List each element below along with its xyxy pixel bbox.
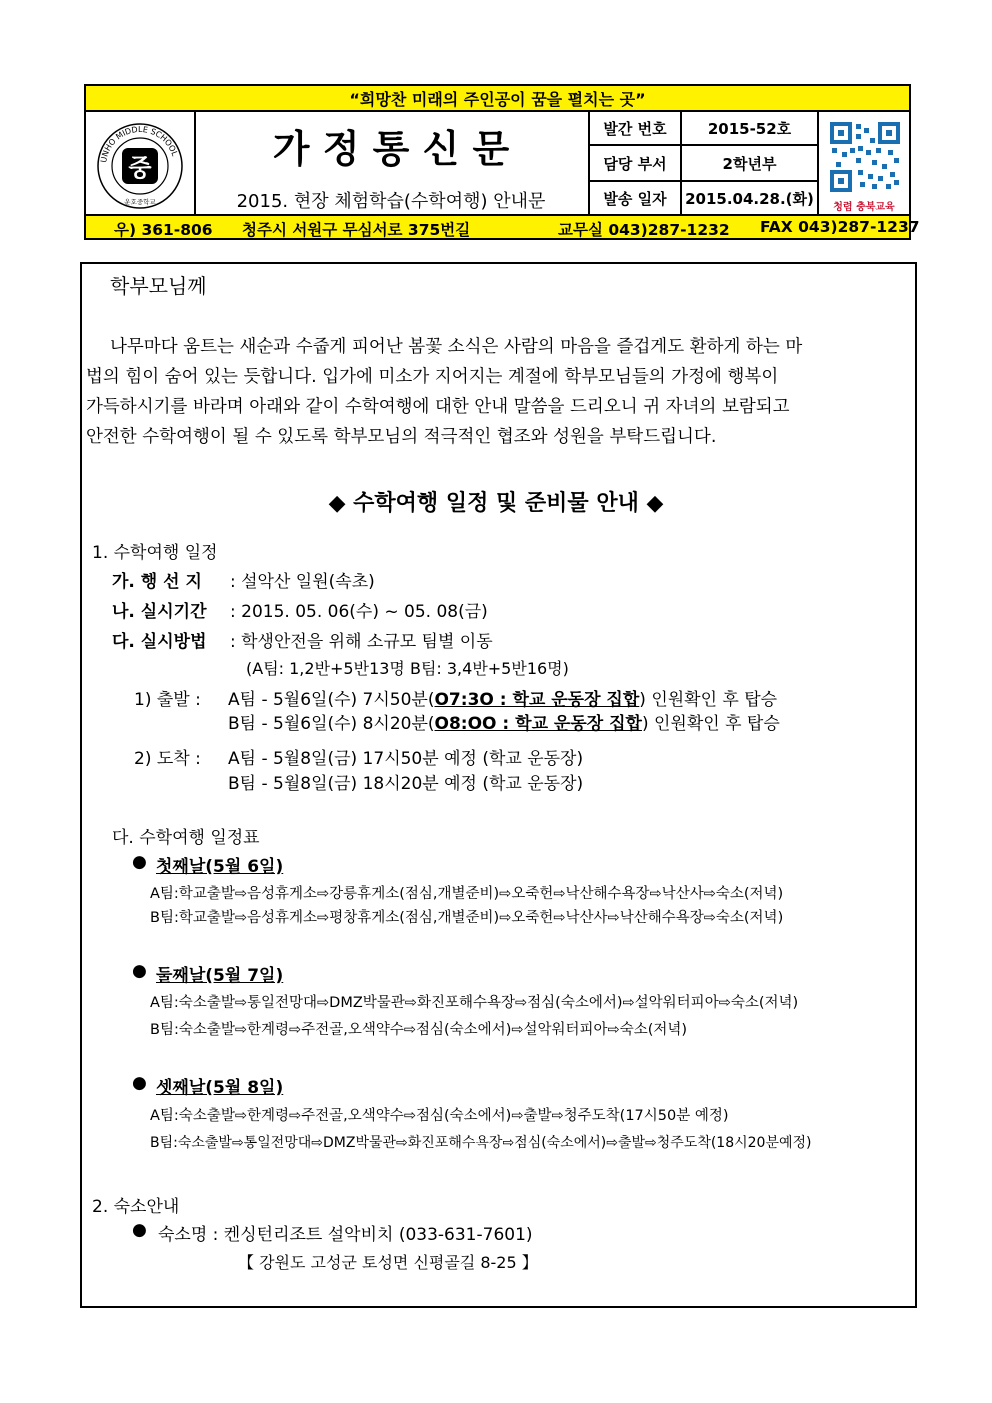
intro-line-1: 나무마다 움트는 새순과 수줍게 피어난 봄꽃 소식은 사람의 마음을 즐겁게도 환하게 하는 마 [110,337,803,357]
destination-label: 가. 행 선 지 [112,572,202,592]
departure-team-a-note: ) 인원확인 후 탑승 [639,690,778,710]
arrival-team-a: A팀 - 5월8일(금) 17시50분 예정 (학교 운동장) [228,749,584,769]
day3-team-b: B팀:숙소출발⇨통일전망대⇨DMZ박물관⇨화진포해수욕장⇨점심(숙소에서)⇨출발⇨청주도착(18시20분예정) [150,1135,812,1151]
arrival-team-b: B팀 - 5월8일(금) 18시20분 예정 (학교 운동장) [228,774,584,794]
day2-team-a: A팀:숙소출발⇨통일전망대⇨DMZ박물관⇨화진포해수욕장⇨점심(숙소에서)⇨설악워터피아⇨숙소(저녁) [150,995,799,1011]
newsletter-title: 가 정 통 신 문 [272,125,510,171]
svg-text:UNHO MIDDLE SCHOOL: UNHO MIDDLE SCHOOL [99,124,180,164]
greeting: 학부모님께 [110,274,207,298]
lodging-name: 숙소명 : 켄싱턴리조트 설악비치 (033-631-7601) [158,1225,533,1245]
svg-text:중: 중 [128,154,152,182]
method-value: : 학생안전을 위해 소규모 팀별 이동 [230,632,493,652]
newsletter-header [84,84,920,240]
day2-bullet: ● [132,961,147,981]
intro-line-4: 안전한 수학여행이 될 수 있도록 학부모님의 적극적인 협조와 성원을 부탁드립니다. [86,427,717,447]
qr-code-icon [828,120,902,194]
team-composition: (A팀: 1,2반+5반13명 B팀: 3,4반+5반16명) [246,659,569,678]
departure-label: 1) 출발 : [134,690,201,710]
itinerary-heading: 다. 수학여행 일정표 [112,828,260,848]
period-label: 나. 실시기간 [112,602,207,622]
departure-team-a [228,685,777,710]
departure-team-b-note: ) 인원확인 후 탑승 [641,714,780,734]
motto-text: “희망찬 미래의 주인공이 꿈을 펼치는 곳” [349,89,646,109]
newsletter-subtitle: 2015. 현장 체험학습(수학여행) 안내문 [236,191,546,212]
school-logo-icon [92,118,188,210]
method-label: 다. 실시방법 [112,632,207,652]
arrival-label: 2) 도착 : [134,749,201,769]
meta-value-department: 2학년부 [722,154,777,173]
address-street: 청주시 서원구 무심서로 375번길 [242,221,471,239]
address-fax: FAX 043)287-1237 [760,218,920,236]
intro-line-2: 법의 힘이 숨어 있는 듯합니다. 입가에 미소가 지어지는 계절에 학부모님들의 가정에 행복이 [86,367,779,387]
day3-team-a: A팀:숙소출발⇨한계령⇨주전골,오색약수⇨점심(숙소에서)⇨출발⇨청주도착(17시50분 예정) [150,1108,729,1124]
meta-label-issue-number: 발간 번호 [603,119,667,138]
day1-team-b: B팀:학교출발⇨음성휴게소⇨평창휴게소(점심,개별준비)⇨오죽헌⇨낙산사⇨낙산해수욕장⇨숙소(저녁) [150,910,784,926]
departure-team-a-time: A팀 - 5월6일(수) 7시50분( [228,690,435,710]
departure-team-b [228,709,780,734]
schedule-heading: 1. 수학여행 일정 [92,543,218,563]
day1-team-a: A팀:학교출발⇨음성휴게소⇨강릉휴게소(점심,개별준비)⇨오죽헌⇨낙산해수욕장⇨낙산사⇨숙소(저녁) [150,886,784,902]
svg-text:운호중학교: 운호중학교 [124,198,156,206]
destination-value: : 설악산 일원(속초) [230,572,375,592]
address-phone: 교무실 043)287-1232 [558,221,730,239]
lodging-heading: 2. 숙소안내 [92,1197,180,1217]
lodging-address: 【 강원도 고성군 토성면 신평골길 8-25 】 [238,1253,538,1272]
day1-title: 첫째날(5월 6일) [156,857,284,877]
qr-caption: 청렴 충북교육 [833,201,895,213]
address-zip: 우) 361-806 [114,221,213,239]
day2-title: 둘째날(5월 7일) [156,966,284,986]
period-value: : 2015. 05. 06(수) ~ 05. 08(금) [230,602,488,622]
departure-team-a-gather: O7:3O : 학교 운동장 집합 [434,690,640,710]
day1-bullet: ● [132,852,147,872]
meta-label-send-date: 발송 일자 [603,189,667,208]
section-title: ◆ 수학여행 일정 및 준비물 안내 ◆ [328,491,664,516]
intro-line-3: 가득하시기를 바라며 아래와 같이 수학여행에 대한 안내 말씀을 드리오니 귀 자녀의 보람되고 [86,397,790,417]
day3-bullet: ● [132,1073,147,1093]
meta-label-department: 담당 부서 [603,154,667,173]
day2-team-b: B팀:숙소출발⇨한계령⇨주전골,오색약수⇨점심(숙소에서)⇨설악워터피아⇨숙소(저녁) [150,1022,688,1038]
meta-value-send-date: 2015.04.28.(화) [685,189,814,208]
departure-team-b-time: B팀 - 5월6일(수) 8시20분( [228,714,435,734]
day3-title: 셋째날(5월 8일) [156,1078,284,1098]
lodging-bullet: ● [132,1220,147,1240]
departure-team-b-gather: O8:OO : 학교 운동장 집합 [434,714,642,734]
meta-value-issue-number: 2015-52호 [707,119,792,138]
